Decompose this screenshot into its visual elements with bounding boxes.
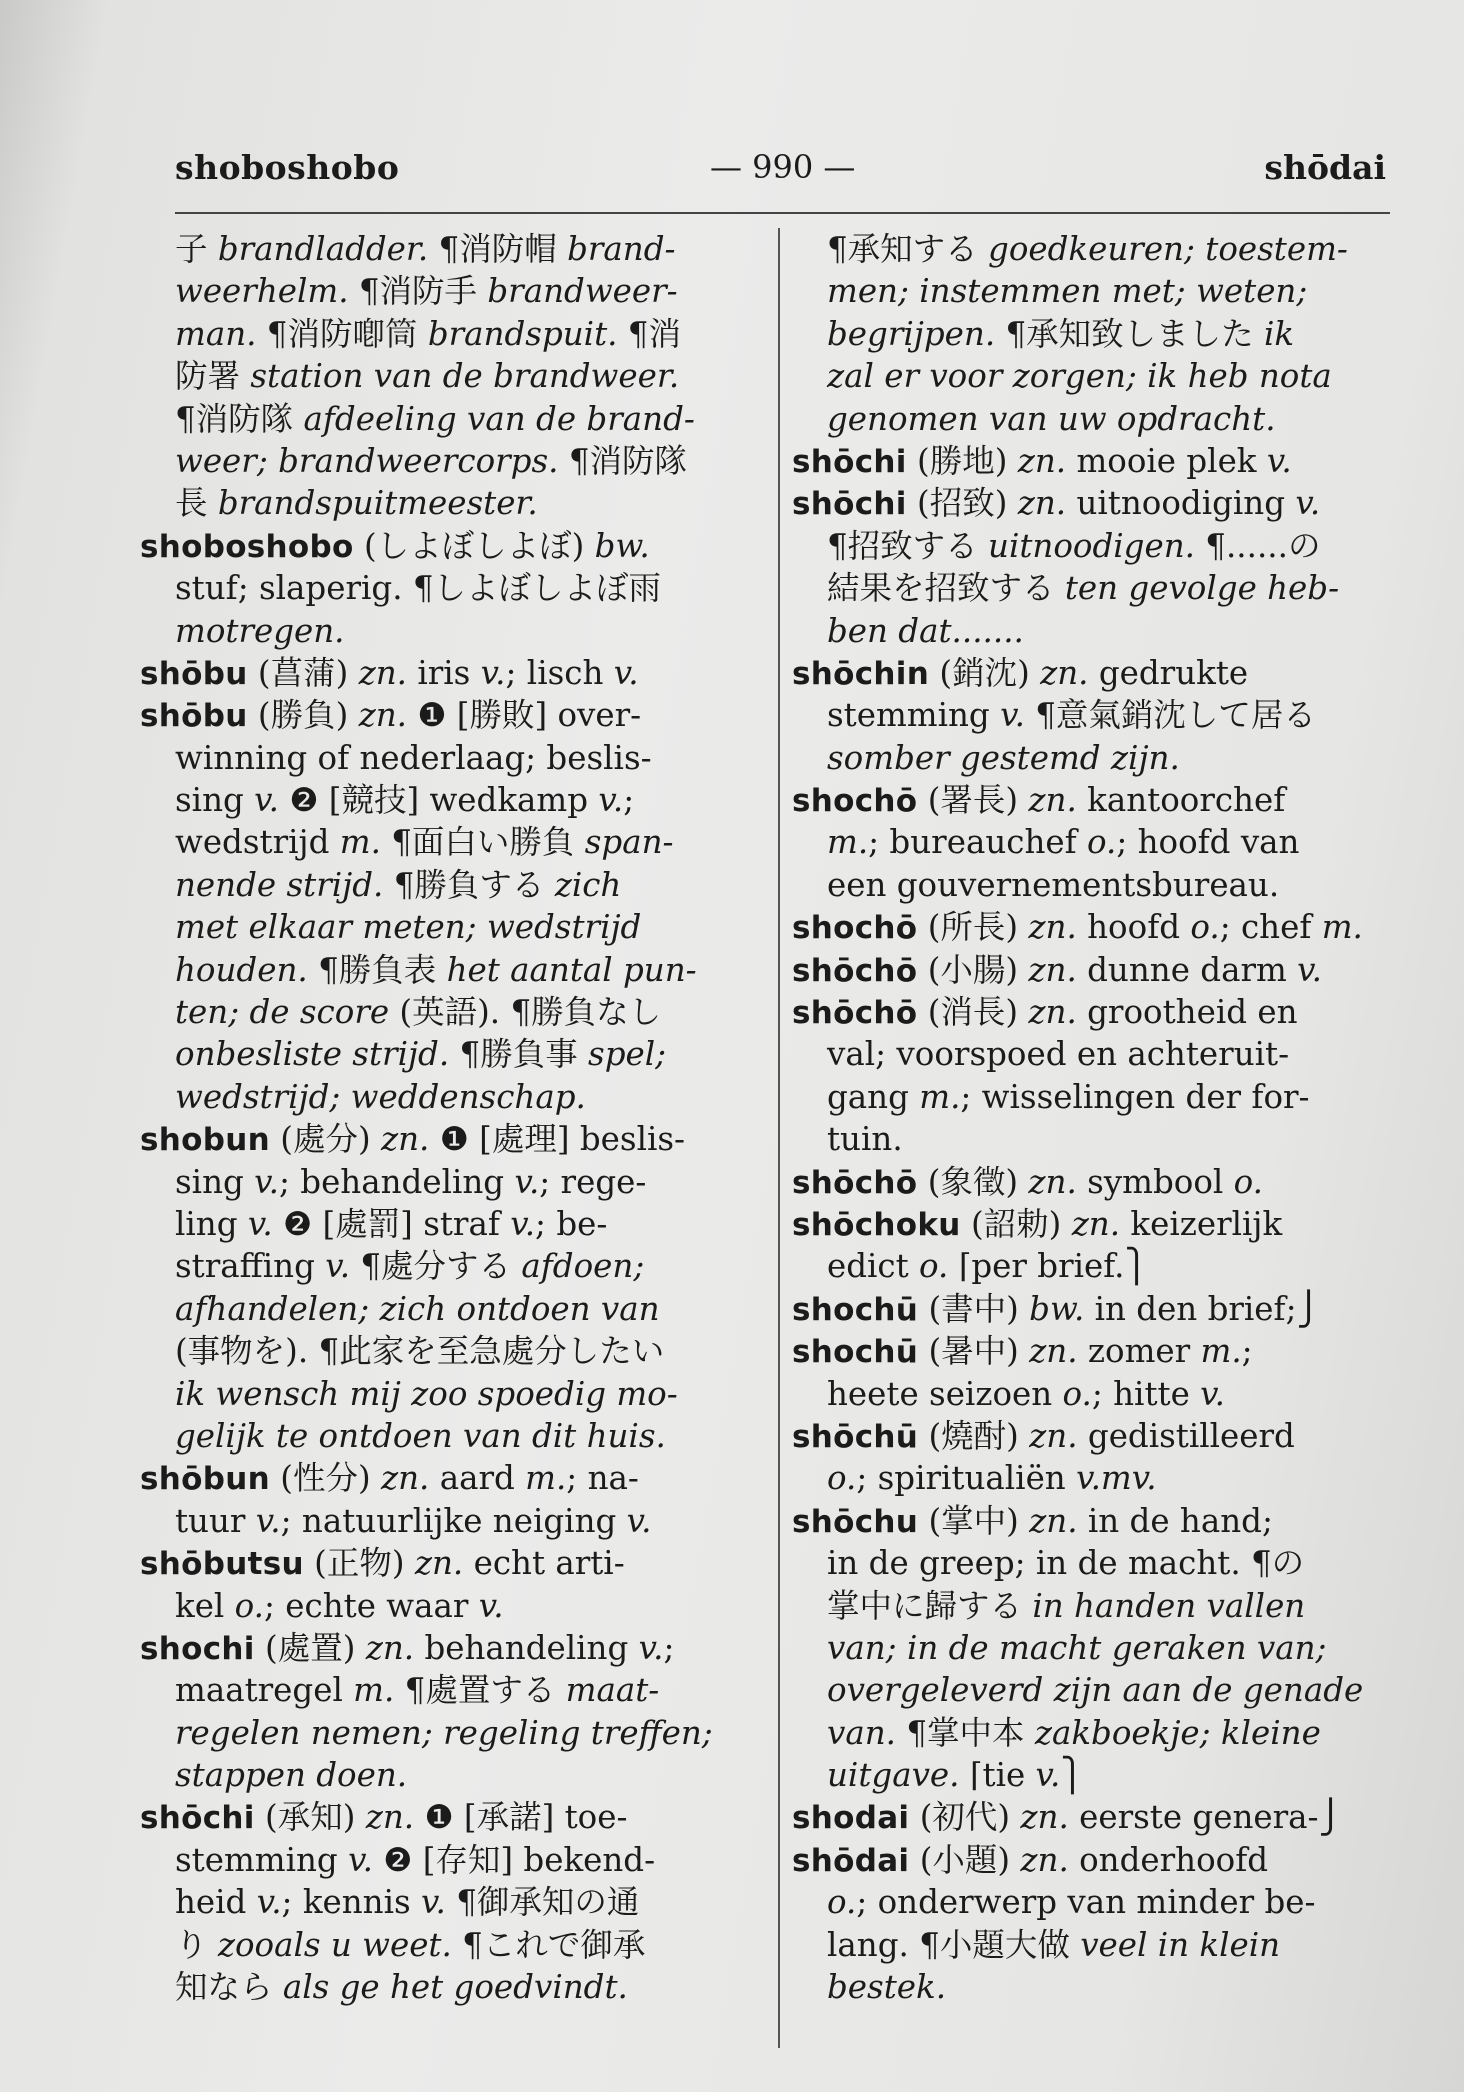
- entry-continuation-line: met elkaar meten; wedstrijd: [175, 908, 642, 947]
- entry-headword-line: shochū (暑中) zn. zomer m.;: [792, 1332, 1253, 1371]
- entry-headword-line: shōchū (燒酎) zn. gedistilleerd: [792, 1416, 1295, 1455]
- entry-continuation-line: gelijk te ontdoen van dit huis.: [175, 1416, 666, 1455]
- entry-continuation-line: kel o.; echte waar v.: [175, 1586, 504, 1625]
- entry-continuation-line: m.; bureauchef o.; hoofd van: [827, 823, 1300, 862]
- entry-continuation-line: genomen van uw opdracht.: [827, 399, 1276, 438]
- entry-continuation-line: man. ¶消防喞筒 brandspuit. ¶消: [175, 314, 681, 353]
- entry-headword-line: shochō (所長) zn. hoofd o.; chef m.: [792, 908, 1363, 947]
- header-right-guide-word: shōdai: [1264, 148, 1386, 187]
- entry-headword-line: shōchi (承知) zn. ❶ [承諾] toe-: [140, 1798, 628, 1837]
- entry-continuation-line: van; in de macht geraken van;: [827, 1628, 1327, 1667]
- entry-headword-line: shoboshobo (しよぼしよぼ) bw.: [140, 526, 650, 565]
- page-number: — 990 —: [710, 148, 856, 186]
- entry-continuation-line: val; voorspoed en achteruit-: [827, 1035, 1290, 1074]
- entry-continuation-line: 結果を招致する ten gevolge heb-: [827, 569, 1340, 608]
- entry-headword-line: shodai (初代) zn. eerste genera-⎭: [792, 1798, 1343, 1837]
- entry-headword-line: shōdai (小題) zn. onderhoofd: [792, 1840, 1269, 1879]
- entry-continuation-line: 掌中に歸する in handen vallen: [827, 1586, 1306, 1625]
- entry-continuation-line: begrijpen. ¶承知致しました ik: [827, 314, 1295, 353]
- entry-headword-line: shōchi (勝地) zn. mooie plek v.: [792, 441, 1292, 480]
- entry-continuation-line: o.; onderwerp van minder be-: [827, 1883, 1316, 1922]
- entry-headword-line: shōbun (性分) zn. aard m.; na-: [140, 1459, 639, 1498]
- entry-continuation-line: een gouvernementsbureau.: [827, 865, 1280, 904]
- entry-continuation-line: ben dat.......: [827, 611, 1024, 650]
- entry-continuation-line: houden. ¶勝負表 het aantal pun-: [175, 950, 697, 989]
- entry-continuation-line: 知なら als ge het goedvindt.: [175, 1968, 628, 2007]
- entry-continuation-line: motregen.: [175, 611, 345, 650]
- entry-continuation-line: weer; brandweercorps. ¶消防隊: [175, 441, 688, 480]
- entry-headword-line: shōchō (象徵) zn. symbool o.: [792, 1162, 1263, 1201]
- entry-continuation-line: ¶消防隊 afdeeling van de brand-: [175, 399, 695, 438]
- entry-headword-line: shōbu (菖蒲) zn. iris v.; lisch v.: [140, 653, 639, 692]
- entry-continuation-line: (事物を). ¶此家を至急處分したい: [175, 1332, 665, 1371]
- entry-continuation-line: ¶承知する goedkeuren; toestem-: [827, 230, 1348, 268]
- entry-continuation-line: in de greep; in de macht. ¶の: [827, 1544, 1305, 1583]
- entry-continuation-line: sing v. ❷ [競技] wedkamp v.;: [175, 781, 635, 820]
- entry-continuation-line: gang m.; wisselingen der for-: [827, 1077, 1310, 1116]
- entry-continuation-line: nende strijd. ¶勝負する zich: [175, 865, 622, 904]
- entry-continuation-line: wedstrijd; weddenschap.: [175, 1077, 586, 1116]
- entry-continuation-line: ling v. ❷ [處罰] straf v.; be-: [175, 1204, 608, 1243]
- entry-continuation-line: zal er voor zorgen; ik heb nota: [827, 357, 1332, 396]
- entry-headword-line: shōbutsu (正物) zn. echt arti-: [140, 1544, 625, 1583]
- entry-headword-line: shochi (處置) zn. behandeling v.;: [140, 1628, 675, 1667]
- entry-continuation-line: tuur v.; natuurlijke neiging v.: [175, 1501, 652, 1540]
- entry-continuation-line: 子 brandladder. ¶消防帽 brand-: [175, 230, 676, 268]
- entry-headword-line: shōchu (掌中) zn. in de hand;: [792, 1501, 1273, 1540]
- entry-continuation-line: heete seizoen o.; hitte v.: [827, 1374, 1225, 1413]
- entry-continuation-line: 長 brandspuitmeester.: [175, 484, 538, 523]
- column-divider: [778, 228, 780, 2048]
- entry-continuation-line: lang. ¶小題大做 veel in klein: [827, 1925, 1281, 1964]
- entry-continuation-line: stemming v. ❷ [存知] bekend-: [175, 1840, 656, 1879]
- entry-continuation-line: stemming v. ¶意氣銷沈して居る: [827, 696, 1316, 735]
- header-rule: [175, 212, 1390, 214]
- entry-continuation-line: ¶招致する uitnoodigen. ¶......の: [827, 526, 1321, 565]
- header-left-guide-word: shoboshobo: [175, 148, 400, 187]
- entry-headword-line: shōchin (銷沈) zn. gedrukte: [792, 653, 1249, 692]
- entry-headword-line: shōchi (招致) zn. uitnoodiging v.: [792, 484, 1321, 523]
- entry-continuation-line: 防署 station van de brandweer.: [175, 357, 680, 396]
- entry-continuation-line: straffing v. ¶處分する afdoen;: [175, 1247, 645, 1286]
- right-column: [792, 228, 1402, 2008]
- entry-continuation-line: o.; spiritualiën v.mv.: [827, 1459, 1157, 1498]
- entry-continuation-line: sing v.; behandeling v.; rege-: [175, 1162, 647, 1201]
- entry-continuation-line: onbesliste strijd. ¶勝負事 spel;: [175, 1035, 667, 1074]
- entry-continuation-line: ik wensch mij zoo spoedig mo-: [175, 1374, 678, 1413]
- entry-headword-line: shōbu (勝負) zn. ❶ [勝敗] over-: [140, 696, 642, 735]
- entry-headword-line: shobun (處分) zn. ❶ [處理] beslis-: [140, 1120, 686, 1159]
- entry-continuation-line: heid v.; kennis v. ¶御承知の通: [175, 1883, 640, 1922]
- left-column: [140, 228, 760, 2008]
- entry-continuation-line: maatregel m. ¶處置する maat-: [175, 1671, 660, 1710]
- entry-continuation-line: stuf; slaperig. ¶しよぼしよぼ雨: [175, 569, 662, 608]
- entry-continuation-line: edict o. ⌈per brief.⎫: [827, 1247, 1149, 1286]
- entry-headword-line: shōchoku (詔勅) zn. keizerlijk: [792, 1204, 1283, 1243]
- entry-continuation-line: wedstrijd m. ¶面白い勝負 span-: [175, 823, 674, 862]
- entry-continuation-line: overgeleverd zijn aan de genade: [827, 1671, 1364, 1710]
- entry-continuation-line: somber gestemd zijn.: [827, 738, 1180, 777]
- entry-continuation-line: winning of nederlaag; beslis-: [175, 738, 652, 777]
- entry-headword-line: shochū (書中) bw. in den brief;⎭: [792, 1289, 1321, 1328]
- entry-continuation-line: weerhelm. ¶消防手 brandweer-: [175, 272, 678, 311]
- entry-continuation-line: van. ¶掌中本 zakboekje; kleine: [827, 1713, 1321, 1752]
- entry-continuation-line: afhandelen; zich ontdoen van: [175, 1289, 660, 1328]
- entry-continuation-line: stappen doen.: [175, 1756, 408, 1795]
- entry-continuation-line: regelen nemen; regeling treffen;: [175, 1713, 713, 1752]
- entry-continuation-line: tuin.: [827, 1120, 903, 1159]
- entry-continuation-line: men; instemmen met; weten;: [827, 272, 1308, 311]
- entry-continuation-line: ten; de score (英語). ¶勝負なし: [175, 993, 662, 1032]
- entry-continuation-line: uitgave. ⌈tie v.⎫: [827, 1756, 1085, 1795]
- entry-continuation-line: bestek.: [827, 1968, 947, 2007]
- entry-headword-line: shochō (署長) zn. kantoorchef: [792, 781, 1286, 820]
- entry-headword-line: shōchō (小腸) zn. dunne darm v.: [792, 950, 1322, 989]
- entry-headword-line: shōchō (消長) zn. grootheid en: [792, 993, 1298, 1032]
- entry-continuation-line: り zooals u weet. ¶これで御承: [175, 1925, 646, 1964]
